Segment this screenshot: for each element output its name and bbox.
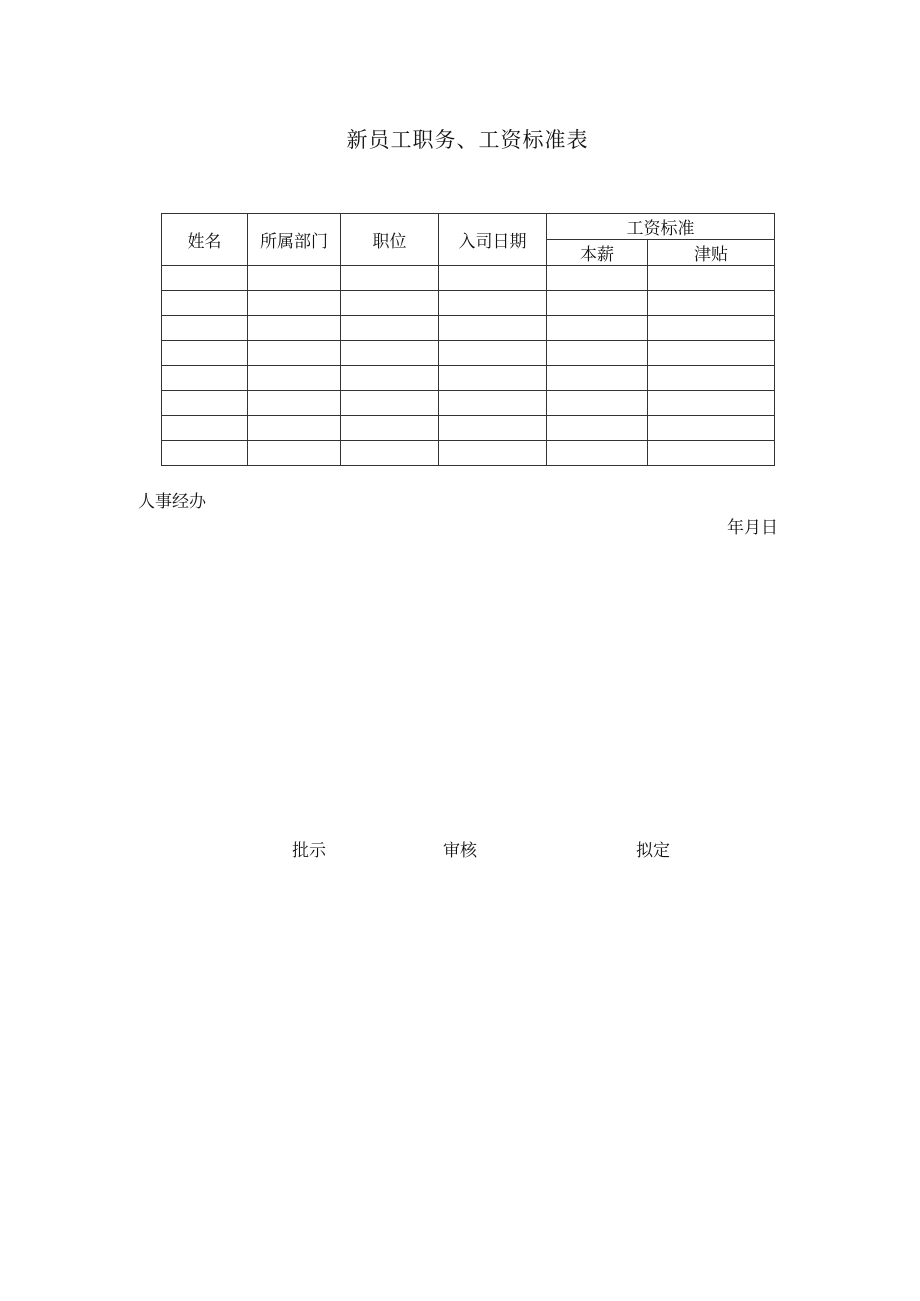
cell-department[interactable] xyxy=(248,291,341,316)
cell-allowance[interactable] xyxy=(648,316,775,341)
cell-base-salary[interactable] xyxy=(547,316,648,341)
cell-join-date[interactable] xyxy=(439,316,547,341)
cell-name[interactable] xyxy=(162,266,248,291)
cell-base-salary[interactable] xyxy=(547,391,648,416)
cell-base-salary[interactable] xyxy=(547,266,648,291)
cell-allowance[interactable] xyxy=(648,391,775,416)
cell-department[interactable] xyxy=(248,441,341,466)
header-base-salary: 本薪 xyxy=(547,240,648,266)
cell-join-date[interactable] xyxy=(439,391,547,416)
cell-allowance[interactable] xyxy=(648,266,775,291)
cell-department[interactable] xyxy=(248,416,341,441)
cell-position[interactable] xyxy=(341,441,439,466)
cell-join-date[interactable] xyxy=(439,341,547,366)
cell-position[interactable] xyxy=(341,366,439,391)
cell-position[interactable] xyxy=(341,341,439,366)
cell-name[interactable] xyxy=(162,391,248,416)
cell-department[interactable] xyxy=(248,366,341,391)
table-body xyxy=(162,266,775,466)
page-title: 新员工职务、工资标准表 xyxy=(346,128,589,152)
cell-department[interactable] xyxy=(248,391,341,416)
table-row xyxy=(162,441,775,466)
cell-join-date[interactable] xyxy=(439,441,547,466)
cell-name[interactable] xyxy=(162,416,248,441)
cell-position[interactable] xyxy=(341,266,439,291)
table-row xyxy=(162,291,775,316)
header-join-date: 入司日期 xyxy=(439,214,547,266)
header-position: 职位 xyxy=(341,214,439,266)
review-label: 审核 xyxy=(443,841,477,861)
approve-label: 批示 xyxy=(292,841,326,861)
cell-base-salary[interactable] xyxy=(547,366,648,391)
cell-base-salary[interactable] xyxy=(547,341,648,366)
header-allowance: 津贴 xyxy=(648,240,775,266)
cell-name[interactable] xyxy=(162,341,248,366)
cell-position[interactable] xyxy=(341,416,439,441)
cell-allowance[interactable] xyxy=(648,441,775,466)
cell-department[interactable] xyxy=(248,316,341,341)
header-name: 姓名 xyxy=(162,214,248,266)
cell-name[interactable] xyxy=(162,366,248,391)
cell-base-salary[interactable] xyxy=(547,441,648,466)
cell-allowance[interactable] xyxy=(648,341,775,366)
cell-allowance[interactable] xyxy=(648,366,775,391)
table-row xyxy=(162,416,775,441)
cell-allowance[interactable] xyxy=(648,291,775,316)
header-department: 所属部门 xyxy=(248,214,341,266)
cell-allowance[interactable] xyxy=(648,416,775,441)
cell-join-date[interactable] xyxy=(439,266,547,291)
cell-name[interactable] xyxy=(162,441,248,466)
cell-join-date[interactable] xyxy=(439,366,547,391)
cell-base-salary[interactable] xyxy=(547,291,648,316)
cell-name[interactable] xyxy=(162,291,248,316)
cell-base-salary[interactable] xyxy=(547,416,648,441)
cell-join-date[interactable] xyxy=(439,291,547,316)
cell-join-date[interactable] xyxy=(439,416,547,441)
cell-department[interactable] xyxy=(248,266,341,291)
header-salary-standard: 工资标准 xyxy=(547,214,775,240)
draft-label: 拟定 xyxy=(636,841,670,861)
salary-standard-table xyxy=(161,213,775,466)
table-row xyxy=(162,266,775,291)
table-row xyxy=(162,391,775,416)
date-label: 年月日 xyxy=(727,518,778,538)
cell-position[interactable] xyxy=(341,391,439,416)
cell-name[interactable] xyxy=(162,316,248,341)
table-row xyxy=(162,341,775,366)
table-row xyxy=(162,366,775,391)
cell-position[interactable] xyxy=(341,316,439,341)
cell-department[interactable] xyxy=(248,341,341,366)
hr-handler-label: 人事经办 xyxy=(138,492,206,512)
cell-position[interactable] xyxy=(341,291,439,316)
table-row xyxy=(162,316,775,341)
